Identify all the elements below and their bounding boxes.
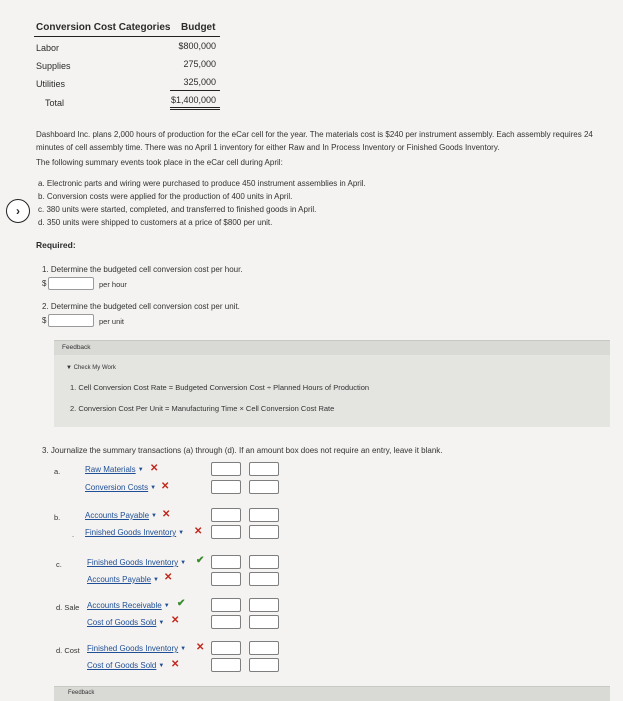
entry-a2-debit-amount[interactable] xyxy=(211,480,241,494)
entry-d-sale-debit-account: Accounts Receivable xyxy=(87,601,162,610)
check-my-work-toggle[interactable]: ▼ Check My Work xyxy=(66,365,116,371)
entry-b-debit-account: Accounts Payable xyxy=(85,511,150,520)
entry-c-debit-select[interactable] xyxy=(87,558,186,567)
entry-d-sale-credit-amount[interactable] xyxy=(249,598,279,612)
entry-d-sale2-credit-amount[interactable] xyxy=(249,615,279,629)
entry-b-credit-select[interactable] xyxy=(85,528,184,537)
bottom-feedback-header xyxy=(54,686,610,701)
entry-d-sale2-debit-amount[interactable] xyxy=(211,615,241,629)
entry-d-cost-credit-amount[interactable] xyxy=(249,641,279,655)
feedback-label: Feedback xyxy=(62,344,91,351)
dropdown-arrow-icon: ▼ xyxy=(158,620,165,626)
x-mark-icon: ✕ xyxy=(196,642,205,653)
entry-d-sale-credit-account: Cost of Goods Sold xyxy=(87,618,157,627)
feedback-line-1: 1. Cell Conversion Cost Rate = Budgeted Conversion Cost ÷ Planned Hours of Production xyxy=(70,383,370,392)
entry-d-sale-debit-select[interactable] xyxy=(87,601,170,610)
entry-d-cost-debit-select[interactable] xyxy=(87,644,186,653)
chevron-right-icon[interactable]: › xyxy=(6,199,30,223)
row-value-utilities: 325,000 xyxy=(183,77,216,87)
q1-answer-input[interactable] xyxy=(48,277,94,290)
table-header-budget: Budget xyxy=(181,22,216,33)
dropdown-arrow-icon: ▼ xyxy=(153,577,159,583)
entry-d-cost-debit-account: Finished Goods Inventory xyxy=(87,644,179,653)
event-d: d. 350 units were shipped to customers at a price of $800 per unit. xyxy=(38,218,273,227)
row-label-supplies: Supplies xyxy=(36,61,71,71)
event-b: b. Conversion costs were applied for the production of 400 units in April. xyxy=(38,192,293,201)
check-mark-icon: ✔ xyxy=(177,598,186,609)
entry-a2-credit-amount[interactable] xyxy=(249,480,279,494)
entry-c-credit-amount[interactable] xyxy=(249,555,279,569)
event-c: c. 380 units were started, completed, and transferred to finished goods in April. xyxy=(38,205,317,214)
entry-a-debit-amount[interactable] xyxy=(211,462,241,476)
row-value-total: $1,400,000 xyxy=(170,95,216,105)
row-label-labor: Labor xyxy=(36,43,60,53)
entry-a-credit-select[interactable] xyxy=(85,483,156,492)
entry-b-debit-amount[interactable] xyxy=(211,508,241,522)
dropdown-arrow-icon: ▼ xyxy=(158,663,165,669)
feedback-header xyxy=(54,340,610,355)
dropdown-arrow-icon: ▼ xyxy=(150,485,157,491)
entry-d-cost2-debit-amount[interactable] xyxy=(211,658,241,672)
entry-d-sale-credit-select[interactable] xyxy=(87,618,164,627)
dropdown-arrow-icon: ▼ xyxy=(163,603,170,609)
q1-dollar: $ xyxy=(42,279,47,288)
entry-d-cost-credit-select[interactable] xyxy=(87,661,164,670)
q2-unit: per unit xyxy=(99,317,125,326)
entry-c-credit-account: Accounts Payable xyxy=(87,575,152,584)
entry-d-cost-debit-amount[interactable] xyxy=(211,641,241,655)
row-value-labor: $800,000 xyxy=(178,41,216,51)
q1-text: 1. Determine the budgeted cell conversion cost per hour. xyxy=(42,265,243,274)
q3-text: 3. Journalize the summary transactions (a) through (d). If an amount box does not require an entry, leave it blank. xyxy=(42,446,443,455)
entry-label-a: a. xyxy=(54,467,61,476)
q2-dollar: $ xyxy=(42,316,47,325)
feedback-line-2: 2. Conversion Cost Per Unit = Manufacturing Time × Cell Conversion Cost Rate xyxy=(70,404,335,413)
row-label-utilities: Utilities xyxy=(36,79,66,89)
q2-answer-input[interactable] xyxy=(48,314,94,327)
dropdown-arrow-icon: ▼ xyxy=(180,646,187,652)
entry-b-debit-select[interactable] xyxy=(85,511,157,520)
entry-a-credit-account: Conversion Costs xyxy=(85,483,149,492)
q2-text: 2. Determine the budgeted cell conversion cost per unit. xyxy=(42,302,240,311)
dropdown-arrow-icon: ▼ xyxy=(180,560,187,566)
entry-d-cost-credit-account: Cost of Goods Sold xyxy=(87,661,157,670)
entry-label-b: b. xyxy=(54,513,61,522)
dropdown-arrow-icon: ▼ xyxy=(151,513,157,519)
entry-c2-debit-amount[interactable] xyxy=(211,572,241,586)
x-mark-icon: ✕ xyxy=(150,463,159,474)
feedback-body xyxy=(54,355,610,427)
table-header-category: Conversion Cost Categories xyxy=(36,22,171,33)
entry-b-credit-account: Finished Goods Inventory xyxy=(85,528,177,537)
events-intro: The following summary events took place in the eCar cell during April: xyxy=(36,158,283,167)
row-value-supplies: 275,000 xyxy=(183,59,216,69)
dropdown-arrow-icon: ▼ xyxy=(137,467,144,473)
entry-d-sale-debit-amount[interactable] xyxy=(211,598,241,612)
entry-c-debit-account: Finished Goods Inventory xyxy=(87,558,179,567)
x-mark-icon: ✕ xyxy=(161,481,170,492)
entry-a-credit-amount[interactable] xyxy=(249,462,279,476)
x-mark-icon: ✕ xyxy=(164,572,173,583)
entry-c-debit-amount[interactable] xyxy=(211,555,241,569)
bottom-feedback-label: Feedback xyxy=(68,690,95,696)
x-mark-icon: ✕ xyxy=(171,615,180,626)
x-mark-icon: ✕ xyxy=(162,509,171,520)
entry-d-cost2-credit-amount[interactable] xyxy=(249,658,279,672)
dropdown-arrow-icon: ▼ xyxy=(178,530,185,536)
entry-label-d-cost: d. Cost xyxy=(56,646,80,655)
entry-a-debit-account: Raw Materials xyxy=(85,465,136,474)
entry-label-d-sale: d. Sale xyxy=(56,603,80,612)
check-mark-icon: ✔ xyxy=(196,555,205,566)
entry-c-credit-select[interactable] xyxy=(87,575,159,584)
intro-paragraph: Dashboard Inc. plans 2,000 hours of production for the eCar cell for the year. The materials cost is $240 per instrument assembly. Each assembly requires 24 minutes of cell assembly time. There was no April 1 inventory for either Raw and In Process Inventory or Finished Goods Inventory. xyxy=(36,130,593,152)
x-mark-icon: ✕ xyxy=(194,526,203,537)
entry-c2-credit-amount[interactable] xyxy=(249,572,279,586)
entry-b-credit-amount[interactable] xyxy=(249,508,279,522)
x-mark-icon: ✕ xyxy=(171,659,180,670)
required-label: Required: xyxy=(36,240,76,250)
entry-label-c: c. xyxy=(56,560,62,569)
entry-b2-credit-amount[interactable] xyxy=(249,525,279,539)
event-a: a. Electronic parts and wiring were purchased to produce 450 instrument assemblies in April. xyxy=(38,179,366,188)
row-label-total: Total xyxy=(45,98,65,108)
entry-a-debit-select[interactable] xyxy=(85,465,144,474)
entry-b2-debit-amount[interactable] xyxy=(211,525,241,539)
q1-unit: per hour xyxy=(99,280,127,289)
